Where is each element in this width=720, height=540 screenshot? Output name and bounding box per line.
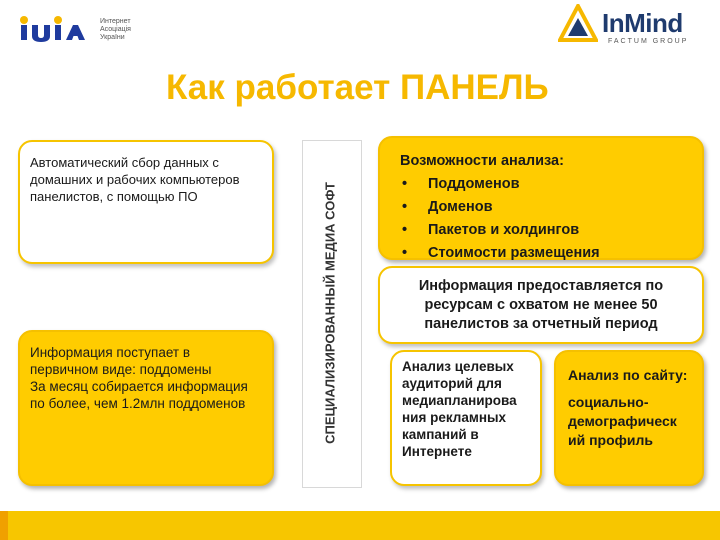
bullet-icon: • (402, 222, 408, 238)
reporting-info-box (378, 266, 704, 344)
analysis-box (378, 136, 704, 260)
reporting-info-text: Информация предоставляется по ресурсам с охватом не менее 50 панелистов за отчетный период (418, 278, 664, 332)
bullet-icon: • (402, 245, 408, 261)
footer-accent (0, 511, 8, 540)
analysis-item-label: Доменов (428, 199, 493, 215)
analysis-item (400, 242, 682, 265)
site-analysis-box (554, 350, 704, 486)
site-analysis-line2: социально-демографическ ий профиль (568, 394, 677, 448)
page-title: Как работает ПАНЕЛЬ (166, 68, 549, 107)
analysis-list (400, 173, 682, 265)
analysis-item (400, 196, 682, 219)
analysis-item-label: Стоимости размещения (428, 245, 600, 261)
analysis-item-label: Пакетов и холдингов (428, 222, 580, 238)
analysis-heading: Возможности анализа: (400, 153, 564, 169)
analysis-item (400, 173, 682, 196)
uia-logo-caption: Интернет Асоціація України (100, 18, 131, 41)
bullet-icon: • (402, 176, 408, 192)
uia-logo (10, 8, 130, 46)
analysis-item-label: Поддоменов (428, 176, 520, 192)
site-analysis-line1: Анализ по сайту: (568, 367, 688, 383)
audience-analysis-text: Анализ целевых аудиторий для медиапланирова ния рекламных кампаний в Интернете (402, 359, 517, 459)
audience-analysis-box (390, 350, 542, 486)
inmind-logo-tagline: FACTUM GROUP (608, 38, 689, 45)
bullet-icon: • (402, 199, 408, 215)
auto-collection-box (18, 140, 274, 264)
inmind-logo (558, 4, 708, 50)
raw-info-box (18, 330, 274, 486)
raw-info-line2: За месяц собирается информация по более, чем 1.2млн поддоменов (30, 379, 248, 411)
footer-bar (0, 511, 720, 540)
inmind-logo-name: InMind (602, 8, 683, 38)
auto-collection-text: Автоматический сбор данных с домашних и рабочих компьютеров панелистов, с помощью ПО (30, 155, 240, 204)
analysis-item (400, 219, 682, 242)
inmind-logo-mark (558, 4, 598, 48)
uia-logo-mark (16, 14, 88, 44)
media-soft-label: СПЕЦИАЛИЗИРОВАННЫЙ МЕДИА СОФТ (322, 182, 338, 444)
raw-info-line1: Информация поступает в первичном виде: поддомены (30, 345, 212, 377)
